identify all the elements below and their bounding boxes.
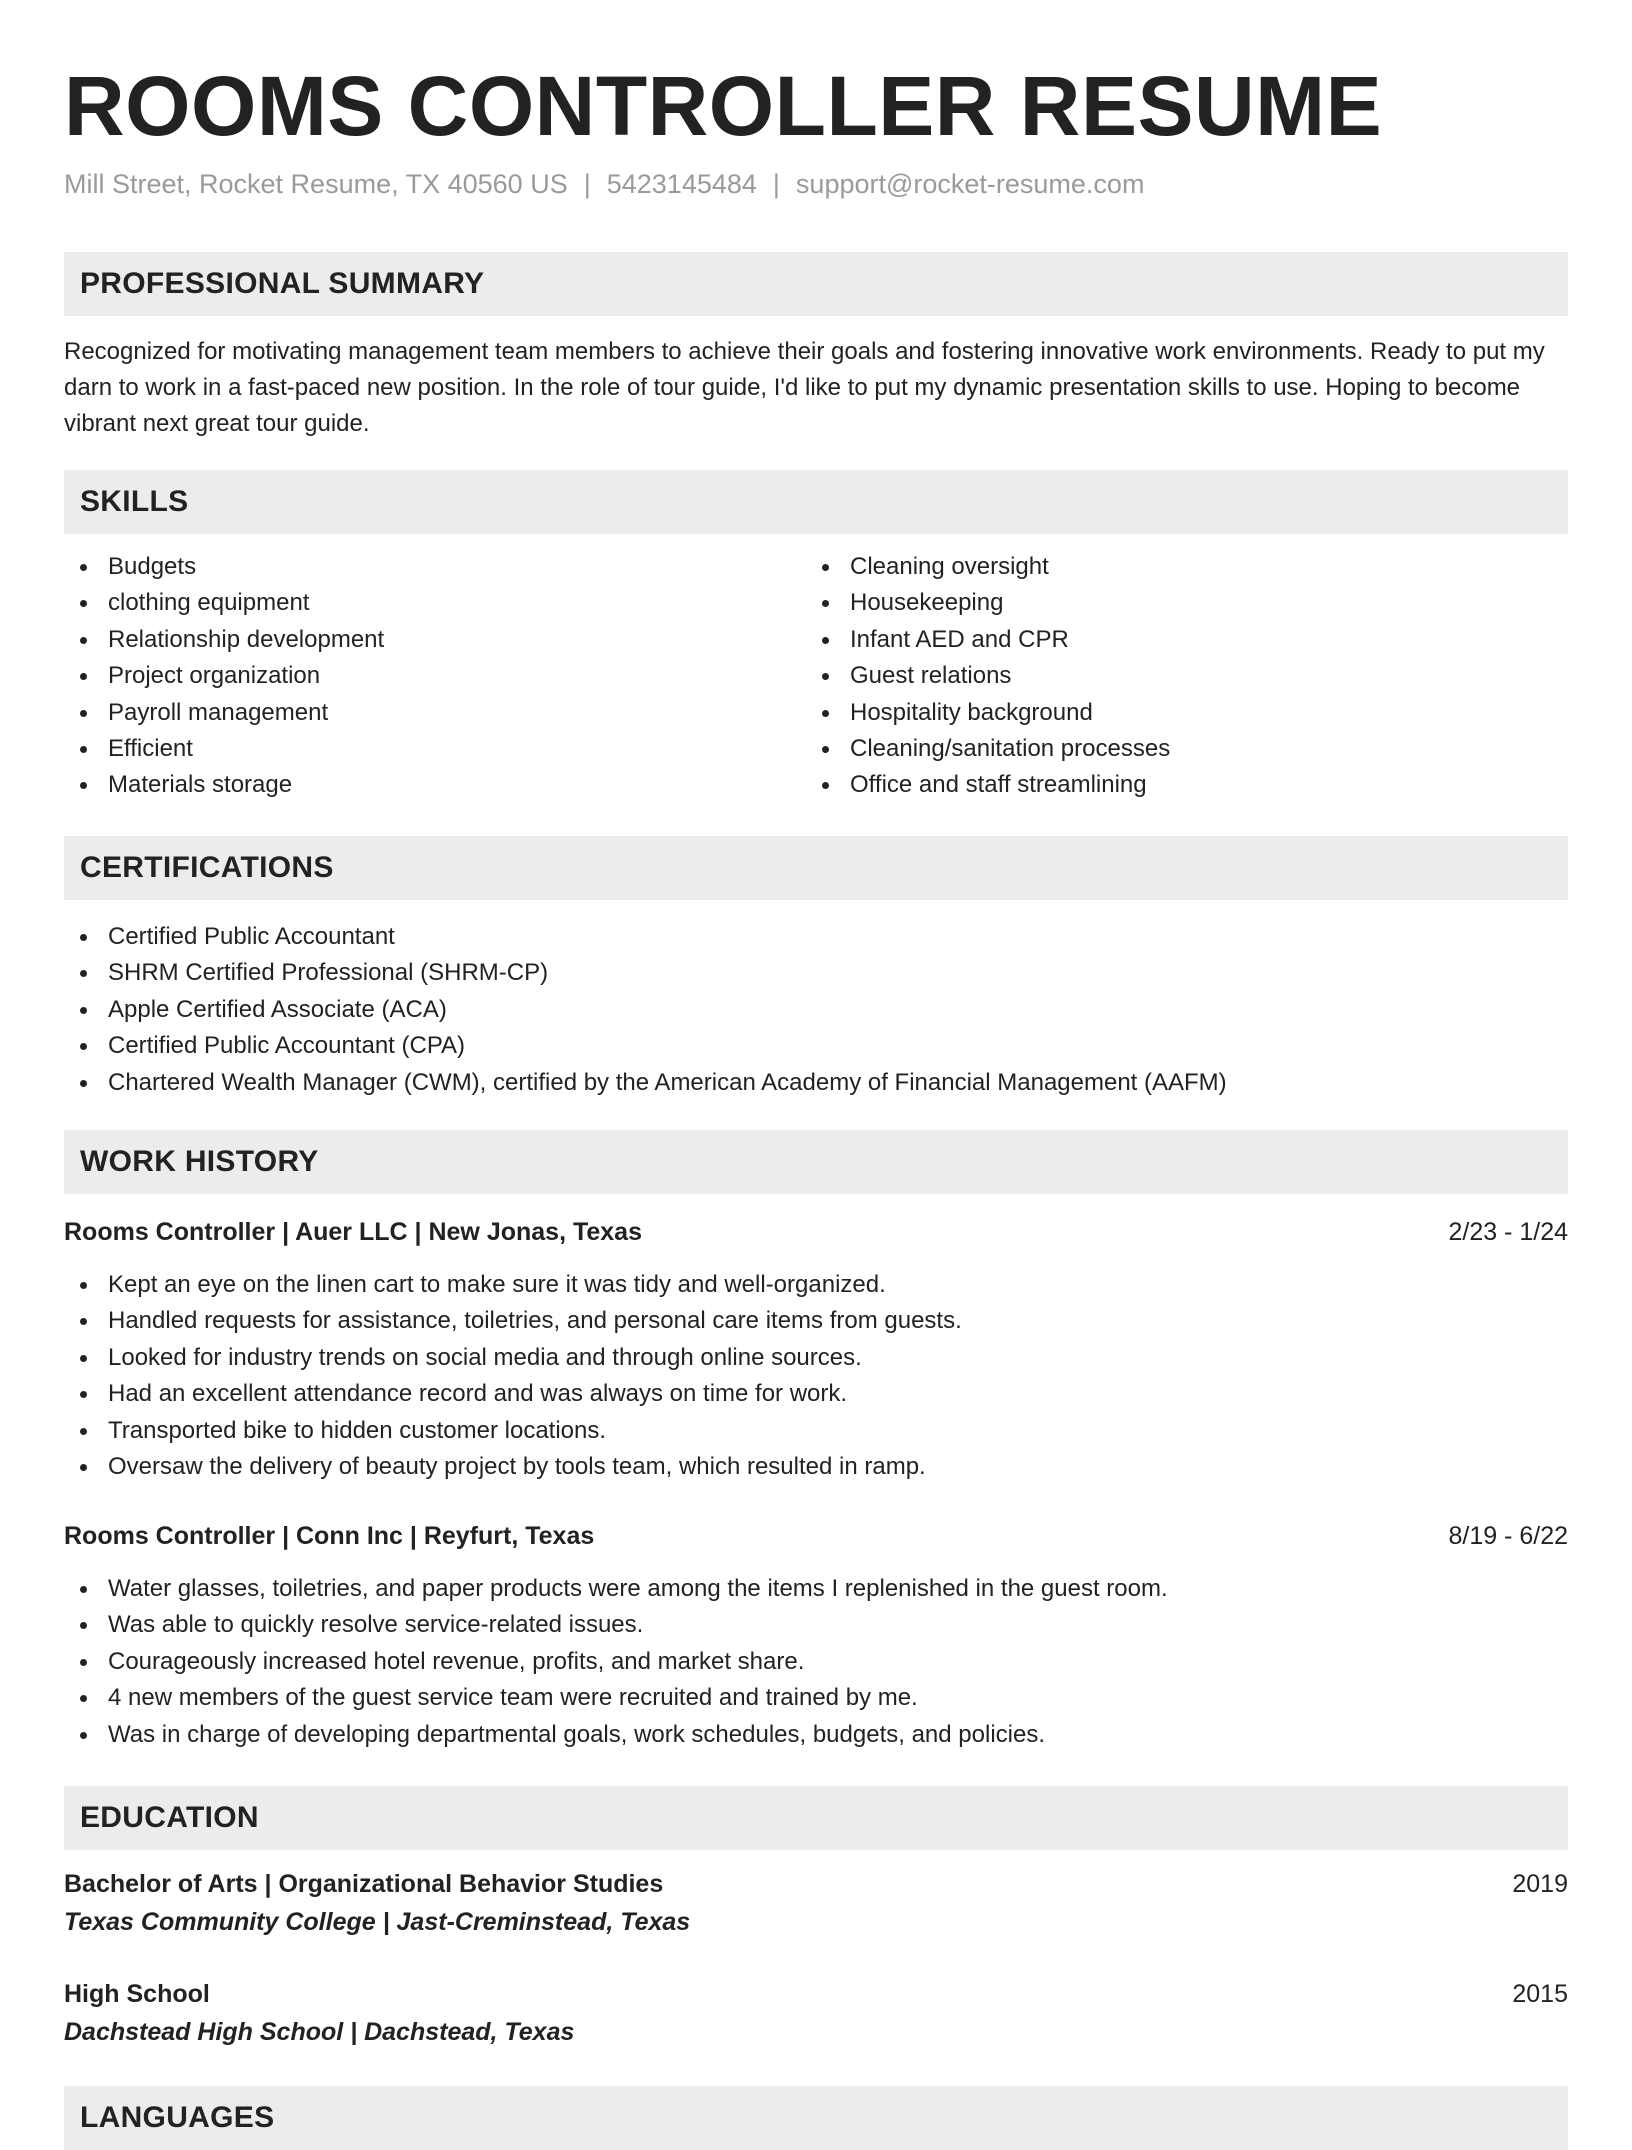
job-bullet: 4 new members of the guest service team were recruited and trained by me. <box>64 1680 1168 1716</box>
contact-line <box>64 166 1144 202</box>
job-heading-row <box>64 1214 1568 1250</box>
contact-email: support@rocket-resume.com <box>795 169 1145 199</box>
contact-separator: | <box>772 169 780 199</box>
education-row <box>64 1866 1568 1902</box>
skill-item: Relationship development <box>64 622 384 658</box>
certification-item: Certified Public Accountant <box>64 919 1227 955</box>
contact-address: Mill Street, Rocket Resume, TX 40560 US <box>64 169 568 199</box>
job-bullet: Was in charge of developing departmental goals, work schedules, budgets, and policies. <box>64 1717 1168 1753</box>
job-bullets <box>64 1571 1168 1753</box>
section-header-certifications: CERTIFICATIONS <box>64 836 1568 900</box>
certification-item: Certified Public Accountant (CPA) <box>64 1028 1227 1064</box>
job-bullet: Handled requests for assistance, toiletries, and personal care items from guests. <box>64 1303 962 1339</box>
education-row <box>64 1976 1568 2012</box>
skill-item: clothing equipment <box>64 585 384 621</box>
contact-phone: 5423145484 <box>606 169 757 199</box>
skill-item: Budgets <box>64 549 384 585</box>
job-dates: 2/23 - 1/24 <box>1448 1218 1568 1246</box>
job-bullet: Water glasses, toiletries, and paper products were among the items I replenished in the guest room. <box>64 1571 1168 1607</box>
education-year: 2019 <box>1512 1870 1568 1898</box>
job-heading-row <box>64 1518 1568 1554</box>
skills-list-left <box>64 549 384 804</box>
job-dates: 8/19 - 6/22 <box>1448 1522 1568 1550</box>
job-bullet: Was able to quickly resolve service-related issues. <box>64 1607 1168 1643</box>
skill-item: Cleaning oversight <box>806 549 1170 585</box>
skill-item: Infant AED and CPR <box>806 622 1170 658</box>
skill-item: Office and staff streamlining <box>806 767 1170 803</box>
certifications-list <box>64 919 1227 1101</box>
job-bullet: Kept an eye on the linen cart to make sure it was tidy and well-organized. <box>64 1267 962 1303</box>
certification-item: SHRM Certified Professional (SHRM-CP) <box>64 955 1227 991</box>
skill-item: Efficient <box>64 731 384 767</box>
section-header-skills: SKILLS <box>64 470 1568 534</box>
section-header-summary: PROFESSIONAL SUMMARY <box>64 252 1568 316</box>
skill-item: Hospitality background <box>806 695 1170 731</box>
job-bullet: Had an excellent attendance record and was always on time for work. <box>64 1376 962 1412</box>
job-title: Rooms Controller | Auer LLC | New Jonas, Texas <box>64 1218 642 1246</box>
job-bullet: Transported bike to hidden customer locations. <box>64 1413 962 1449</box>
skills-list-right <box>806 549 1170 804</box>
contact-separator: | <box>583 169 591 199</box>
section-header-education: EDUCATION <box>64 1786 1568 1850</box>
skill-item: Housekeeping <box>806 585 1170 621</box>
education-degree: High School <box>64 1980 210 2008</box>
skill-item: Cleaning/sanitation processes <box>806 731 1170 767</box>
job-bullet: Looked for industry trends on social media and through online sources. <box>64 1340 962 1376</box>
skill-item: Project organization <box>64 658 384 694</box>
resume-title: ROOMS CONTROLLER RESUME <box>64 59 1383 153</box>
job-bullets <box>64 1267 962 1485</box>
section-header-work-history: WORK HISTORY <box>64 1130 1568 1194</box>
education-school: Texas Community College | Jast-Creminstead, Texas <box>64 1908 691 1936</box>
certification-item: Apple Certified Associate (ACA) <box>64 992 1227 1028</box>
skill-item: Materials storage <box>64 767 384 803</box>
job-title: Rooms Controller | Conn Inc | Reyfurt, Texas <box>64 1522 595 1550</box>
summary-text: Recognized for motivating management team members to achieve their goals and fostering innovative work environments. Ready to put my darn to work in a fast-paced new position. In the role of tour guide, I'd like to put my dynamic presentation skills to use. Hoping to become vibrant next great tour guide. <box>64 338 1545 437</box>
skill-item: Guest relations <box>806 658 1170 694</box>
section-header-languages: LANGUAGES <box>64 2086 1568 2150</box>
education-school: Dachstead High School | Dachstead, Texas <box>64 2018 575 2046</box>
job-bullet: Courageously increased hotel revenue, profits, and market share. <box>64 1644 1168 1680</box>
skill-item: Payroll management <box>64 695 384 731</box>
job-bullet: Oversaw the delivery of beauty project by tools team, which resulted in ramp. <box>64 1449 962 1485</box>
certification-item: Chartered Wealth Manager (CWM), certified by the American Academy of Financial Management (AAFM) <box>64 1065 1227 1101</box>
education-degree: Bachelor of Arts | Organizational Behavior Studies <box>64 1870 664 1898</box>
education-year: 2015 <box>1512 1980 1568 2008</box>
